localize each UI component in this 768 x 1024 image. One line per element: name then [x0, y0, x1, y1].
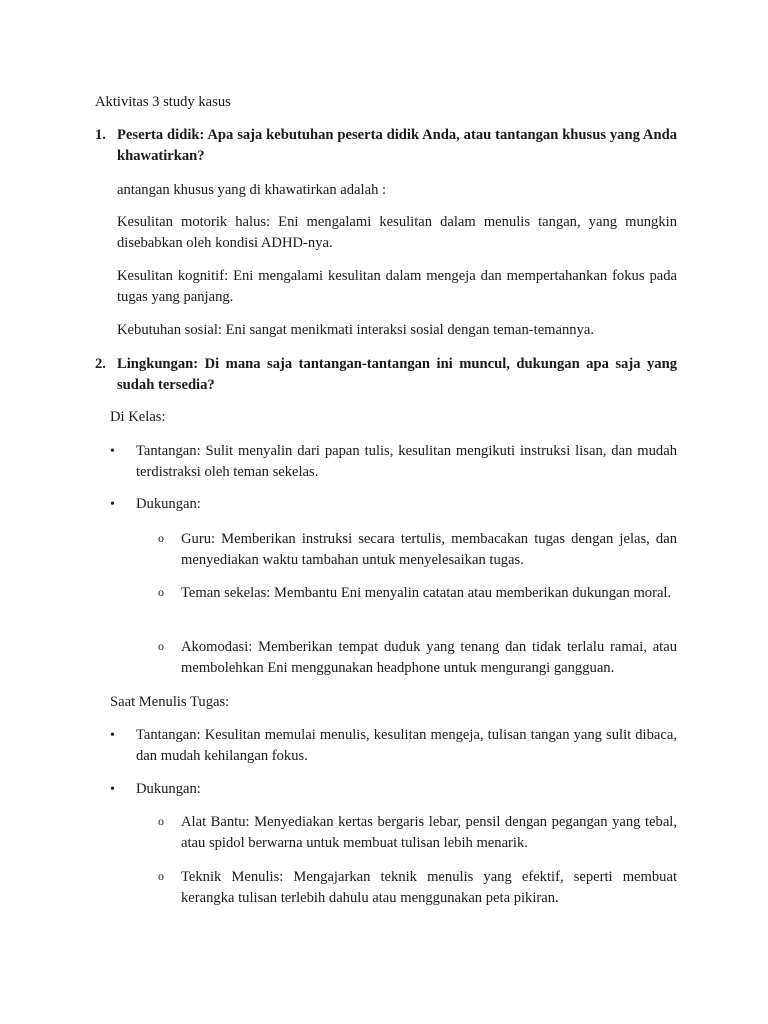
question-1-text: Peserta didik: Apa saja kebutuhan peserta didik Anda, atau tantangan khusus yang Anda khawatirkan? [117, 127, 677, 164]
sub-list-item [158, 583, 677, 604]
question-1-intro: antangan khusus yang di khawatirkan adalah : [117, 182, 387, 198]
kelas-dukungan-label: Dukungan: [136, 496, 201, 512]
question-1-item: Kebutuhan sosial: Eni sangat menikmati interaksi sosial dengan teman-temannya. [117, 322, 595, 338]
question-1-item: Kesulitan kognitif: Eni mengalami kesulitan dalam mengeja dan mempertahankan fokus pada tugas yang panjang. [117, 268, 677, 305]
document-title: Aktivitas 3 study kasus [95, 94, 231, 110]
sub-list-item [158, 529, 677, 571]
section-label-kelas: Di Kelas: [110, 409, 166, 425]
question-2-text: Lingkungan: Di mana saja tantangan-tantangan ini muncul, dukungan apa saja yang sudah tersedia? [117, 356, 677, 393]
sub-bullet-marker: o [158, 639, 164, 653]
sub-list-item [158, 867, 677, 909]
menulis-tantangan: Tantangan: Kesulitan memulai menulis, kesulitan mengeja, tulisan tangan yang sulit dibaca, dan mudah kehilangan fokus. [136, 727, 677, 764]
bullet-marker: • [110, 444, 115, 459]
sub-bullet-marker: o [158, 585, 164, 599]
section-label-menulis: Saat Menulis Tugas: [110, 694, 230, 710]
menulis-dukungan-label: Dukungan: [136, 781, 201, 797]
question-2 [95, 354, 677, 396]
list-item [110, 779, 677, 800]
bullet-marker: • [110, 782, 115, 797]
sub-bullet-marker: o [158, 531, 164, 545]
sub-bullet-marker: o [158, 814, 164, 828]
list-item [110, 725, 677, 767]
question-1 [95, 125, 677, 167]
menulis-dukungan-item: Teknik Menulis: Mengajarkan teknik menulis yang efektif, seperti membuat kerangka tulisan terlebih dahulu atau menggunakan peta pikiran. [181, 869, 677, 906]
question-2-number: 2. [95, 356, 106, 372]
question-1-number: 1. [95, 127, 106, 143]
kelas-tantangan: Tantangan: Sulit menyalin dari papan tulis, kesulitan mengikuti instruksi lisan, dan mudah terdistraksi oleh teman sekelas. [136, 443, 677, 480]
question-1-item: Kesulitan motorik halus: Eni mengalami kesulitan dalam menulis tangan, yang mungkin disebabkan oleh kondisi ADHD-nya. [117, 214, 677, 251]
kelas-dukungan-item: Teman sekelas: Membantu Eni menyalin catatan atau memberikan dukungan moral. [181, 585, 672, 601]
list-item [110, 494, 677, 515]
bullet-marker: • [110, 728, 115, 743]
sub-list-item [158, 812, 677, 854]
bullet-marker: • [110, 497, 115, 512]
kelas-dukungan-item: Akomodasi: Memberikan tempat duduk yang tenang dan tidak terlalu ramai, atau membolehkan Eni menggunakan headphone untuk mengurangi gangguan. [181, 639, 677, 676]
menulis-dukungan-item: Alat Bantu: Menyediakan kertas bergaris lebar, pensil dengan pegangan yang tebal, atau spidol berwarna untuk membuat tulisan lebih menarik. [181, 814, 677, 851]
kelas-dukungan-item: Guru: Memberikan instruksi secara tertulis, membacakan tugas dengan jelas, dan menyediakan waktu tambahan untuk menyelesaikan tugas. [181, 531, 677, 568]
list-item [110, 441, 677, 483]
sub-bullet-marker: o [158, 869, 164, 883]
sub-list-item [158, 637, 677, 679]
